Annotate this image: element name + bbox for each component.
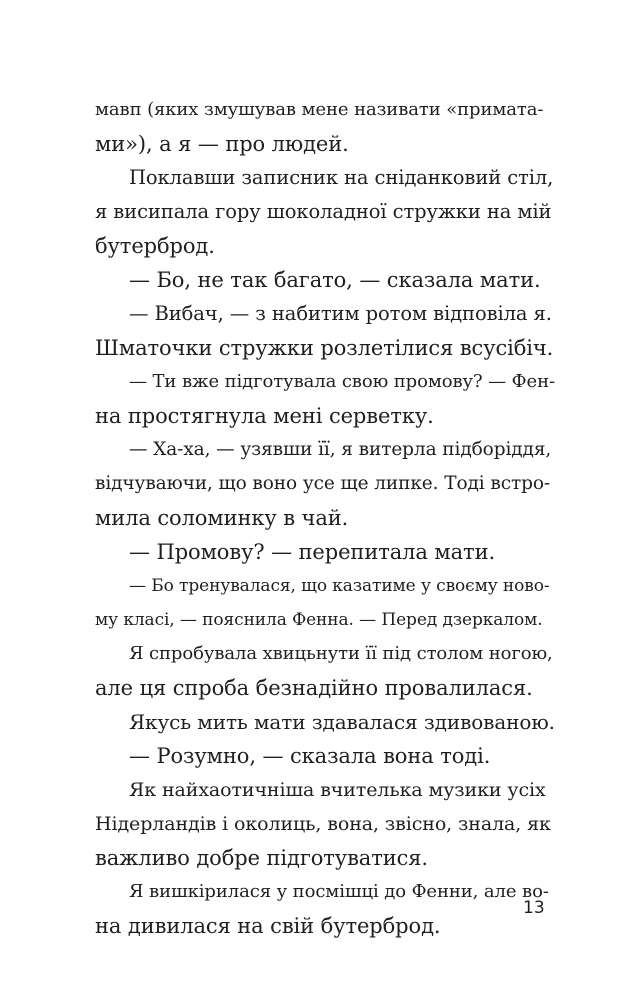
- text-line: Шматочки стружки розлетілися всусібіч.: [95, 336, 554, 360]
- text-line: на простягнула мені серветку.: [95, 404, 434, 428]
- text-line: му класі, — пояснила Фенна. — Перед дзеркалом.: [95, 610, 543, 630]
- text-line: — Промову? — перепитала мати.: [129, 540, 496, 564]
- page-number: 13: [523, 898, 545, 918]
- text-line: — Ха-ха, — узявши її, я витерла підборіддя,: [129, 439, 552, 460]
- text-line: мила соломинку в чай.: [95, 506, 349, 530]
- text-line: — Бо, не так багато, — сказала мати.: [129, 268, 541, 292]
- text-line: — Розумно, — сказала вона тоді.: [129, 744, 491, 768]
- text-line: я висипала гору шоколадної стружки на мій: [95, 200, 552, 223]
- text-line: — Ти вже підготувала свою промову? — Фен-: [129, 371, 555, 392]
- text-line: мавп (яких змушував мене називати «примата-: [95, 99, 544, 120]
- text-line: ми»), а я — про людей.: [95, 132, 349, 156]
- text-line: Якусь мить мати здавалася здивованою.: [129, 710, 555, 734]
- text-line: відчуваючи, що воно усе ще липке. Тоді встро-: [95, 473, 551, 494]
- text-line: але ця спроба безнадійно провалилася.: [95, 676, 533, 700]
- text-line: — Вибач, — з набитим ротом відповіла я.: [129, 302, 552, 325]
- text-line: Нідерландів і околиць, вона, звісно, знала, як: [95, 813, 551, 835]
- text-line: Поклавши записник на сніданковий стіл,: [129, 166, 554, 189]
- text-line: на дивилася на свій бутерброд.: [95, 914, 441, 938]
- text-line: бутерброд.: [95, 234, 215, 258]
- text-line: — Бо тренувалася, що казатиме у своєму ново-: [129, 576, 550, 596]
- text-line: Я вишкірилася у посмішці до Фенни, але во-: [129, 881, 549, 902]
- text-line: Як найхаотичніша вчителька музики усіх: [129, 779, 546, 801]
- text-line: важливо добре підготуватися.: [95, 846, 429, 870]
- text-line: Я спробувала хвицьнути її під столом ногою,: [129, 643, 553, 664]
